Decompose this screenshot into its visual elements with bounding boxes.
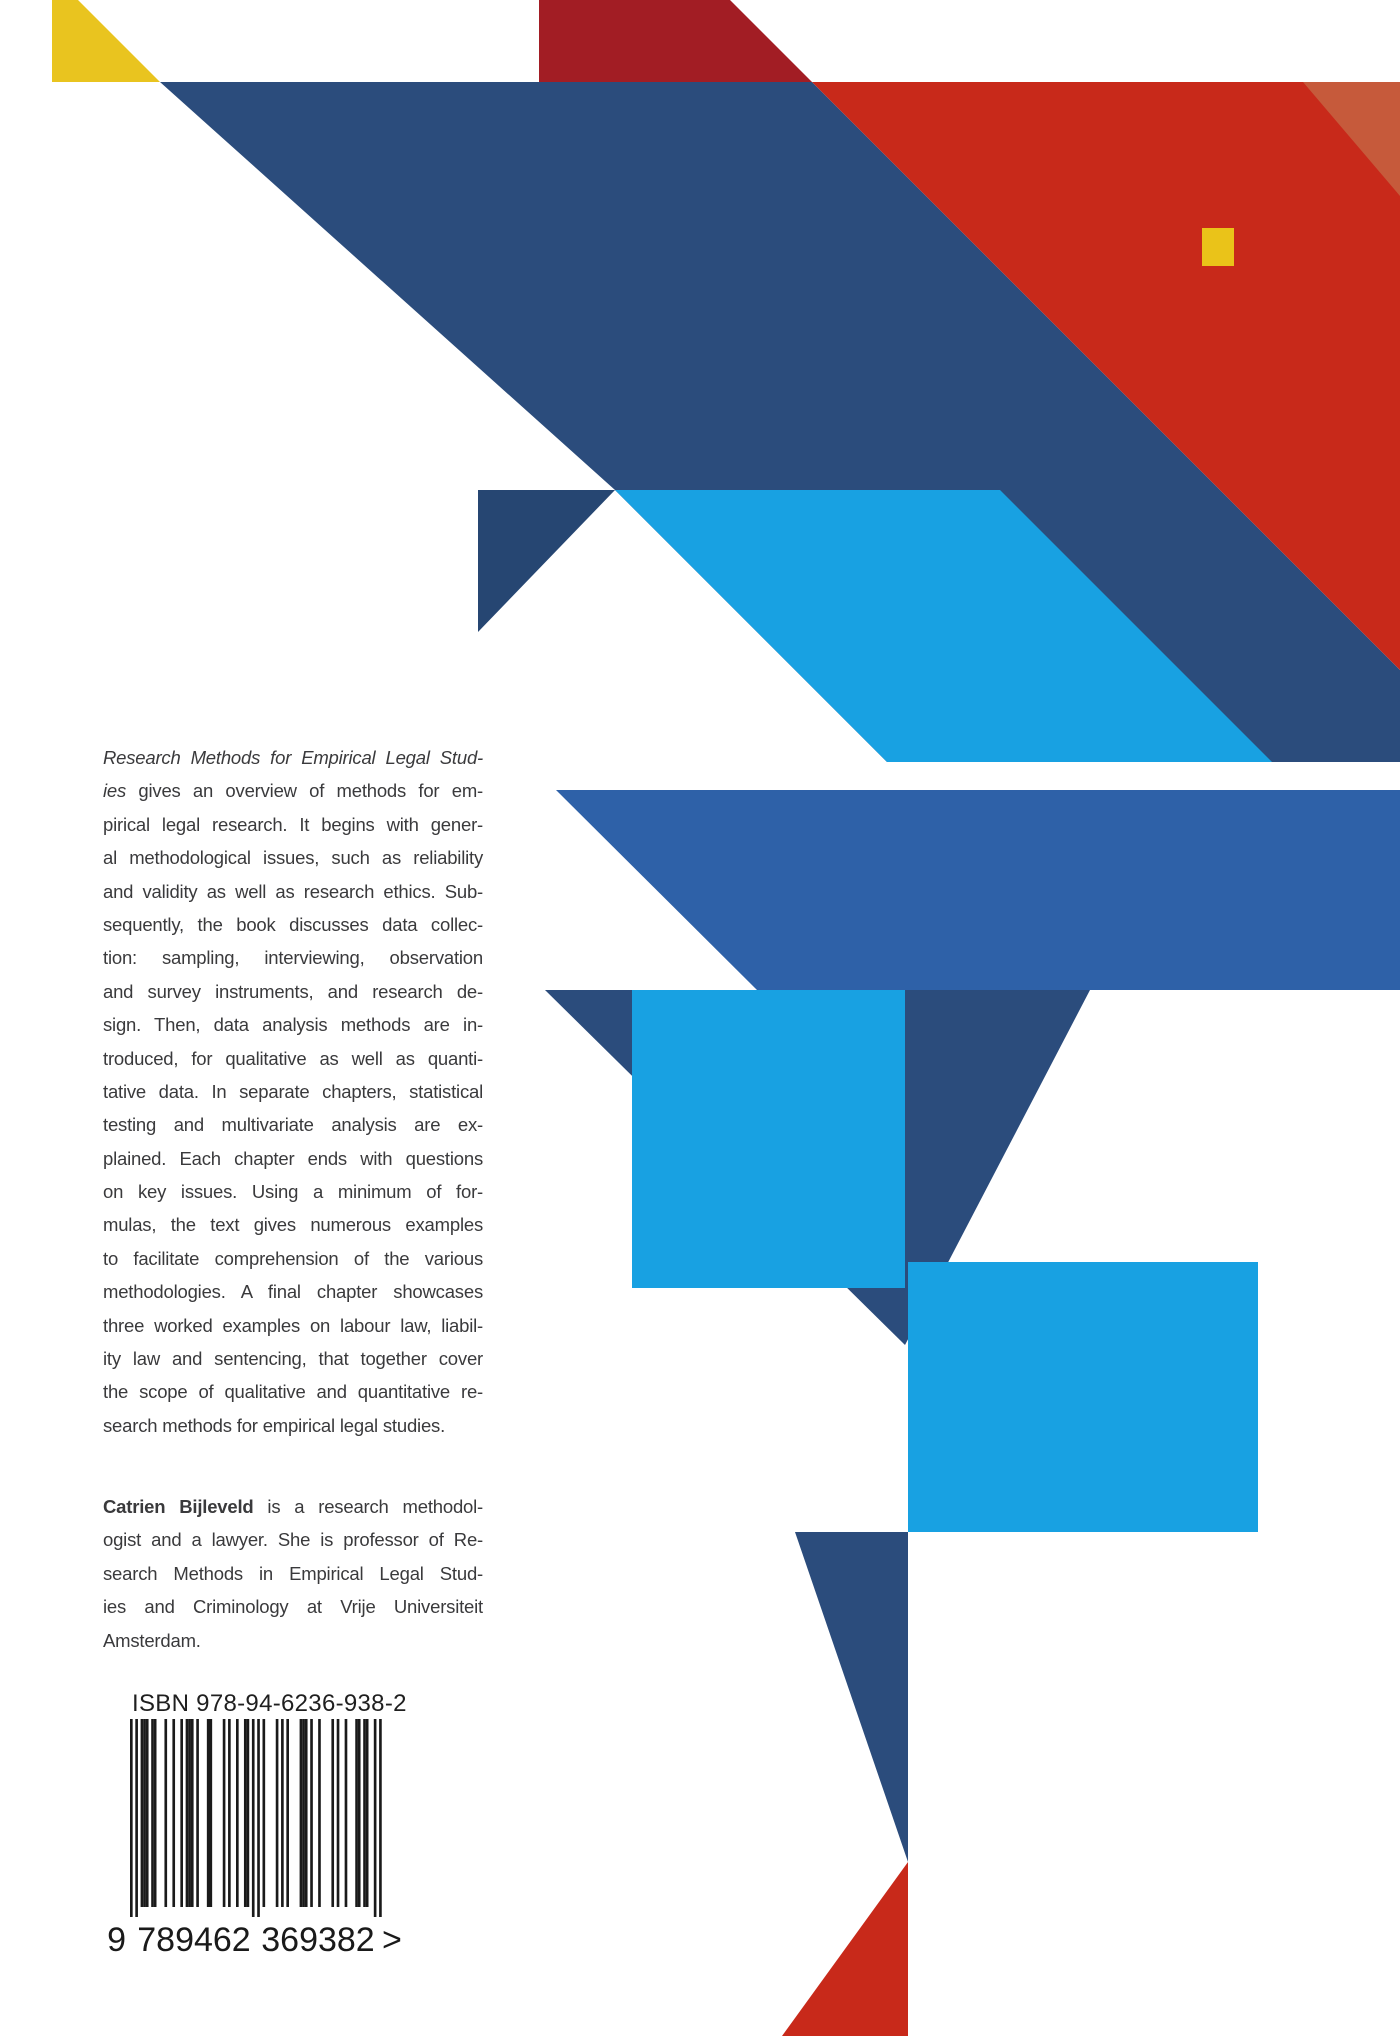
barcode-bar — [164, 1719, 167, 1907]
barcode-bar — [172, 1719, 175, 1907]
barcode-bar — [331, 1719, 334, 1907]
red-corner-bottom — [782, 1862, 908, 2036]
barcode-bar — [310, 1719, 313, 1907]
barcode-bar — [337, 1719, 340, 1907]
barcode-bar — [207, 1719, 210, 1907]
author-bio-paragraph — [103, 1490, 483, 1657]
navy-small-triangle-left — [478, 490, 615, 632]
description-line: pirical legal research. It begins with gener- — [103, 813, 483, 835]
barcode-bar — [146, 1719, 149, 1907]
navy-wedge-bottom — [795, 1532, 908, 1862]
barcode-bar — [191, 1719, 194, 1907]
ean-barcode — [104, 1719, 414, 1959]
description-line: tative data. In separate chapters, statistical — [103, 1080, 483, 1102]
barcode-bar — [302, 1719, 305, 1907]
author-bio-line: Catrien Bijleveld is a research methodol- — [103, 1496, 483, 1517]
description-line: three worked examples on labour law, liabil- — [103, 1314, 483, 1336]
description-line: the scope of qualitative and quantitative re- — [103, 1381, 483, 1403]
description-line: Research Methods for Empirical Legal Stud- — [103, 747, 483, 768]
description-line: plained. Each chapter ends with questions — [103, 1147, 483, 1169]
barcode-bar — [244, 1719, 247, 1907]
author-bio-line: search Methods in Empirical Legal Stud- — [103, 1562, 483, 1584]
author-bio-line: Amsterdam. — [103, 1629, 201, 1651]
barcode-bar — [247, 1719, 250, 1907]
barcode-bar — [263, 1719, 266, 1907]
description-line: mulas, the text gives numerous examples — [103, 1214, 483, 1236]
description-line: sequently, the book discusses data collec- — [103, 913, 483, 935]
barcode-bar — [363, 1719, 366, 1907]
description-line: and validity as well as research ethics. Sub- — [103, 880, 483, 902]
barcode-bar — [379, 1719, 382, 1917]
description-line: tion: sampling, interviewing, observation — [103, 947, 483, 969]
author-bio-line: ies and Criminology at Vrije Universiteit — [103, 1596, 483, 1618]
isbn-label: ISBN 978-94-6236-938-2 — [132, 1690, 407, 1717]
barcode-bar — [151, 1719, 154, 1907]
barcode-bar — [281, 1719, 284, 1907]
barcode-bar — [305, 1719, 308, 1907]
barcode-bar — [154, 1719, 157, 1907]
barcode-bar — [188, 1719, 191, 1907]
barcode-bar — [236, 1719, 239, 1907]
lightblue-square — [632, 990, 905, 1288]
barcode-bar — [228, 1719, 231, 1907]
yellow-small-square — [1202, 228, 1234, 266]
description-line: ies gives an overview of methods for em- — [103, 780, 483, 802]
author-bio-line: ogist and a lawyer. She is professor of Re- — [103, 1529, 483, 1551]
barcode-bar — [143, 1719, 146, 1907]
barcode-bar — [345, 1719, 348, 1907]
barcode-digit-lead: 9 — [107, 1921, 126, 1959]
description-line: and survey instruments, and research de- — [103, 980, 483, 1002]
crimson-triangle-top — [539, 0, 812, 82]
lightblue-rect-lower — [908, 1262, 1258, 1532]
description-line: ity law and sentencing, that together cover — [103, 1348, 483, 1370]
book-description-paragraph — [103, 741, 483, 1442]
barcode-bar — [223, 1719, 226, 1907]
barcode-bar — [318, 1719, 321, 1907]
barcode-digits-group1: 789462 — [137, 1921, 251, 1959]
barcode-bar — [355, 1719, 358, 1907]
barcode-bar — [276, 1719, 279, 1907]
barcode-bar — [186, 1719, 189, 1907]
barcode-bar — [252, 1719, 255, 1917]
barcode-bar — [374, 1719, 377, 1917]
description-line: methodologies. A final chapter showcases — [103, 1281, 483, 1303]
blue-band-parallelogram — [556, 790, 1400, 990]
barcode-bar — [130, 1719, 133, 1917]
description-line: search methods for empirical legal studies. — [103, 1414, 446, 1436]
description-line: to facilitate comprehension of the various — [103, 1247, 483, 1269]
barcode-bar — [286, 1719, 289, 1907]
description-line: on key issues. Using a minimum of for- — [103, 1181, 483, 1203]
barcode-chevron: > — [382, 1921, 402, 1959]
barcode-bar — [210, 1719, 213, 1907]
barcode-bar — [358, 1719, 361, 1907]
barcode-bar — [141, 1719, 144, 1907]
description-line: testing and multivariate analysis are ex- — [103, 1114, 483, 1136]
description-line: sign. Then, data analysis methods are in- — [103, 1014, 483, 1036]
barcode-bar — [366, 1719, 369, 1907]
barcode-bar — [135, 1719, 138, 1917]
barcode-bar — [196, 1719, 199, 1907]
description-line: al methodological issues, such as reliability — [103, 847, 483, 869]
barcode-bar — [180, 1719, 183, 1907]
description-line: troduced, for qualitative as well as quanti- — [103, 1047, 483, 1069]
yellow-corner-top-left — [52, 0, 160, 82]
barcode-bar — [300, 1719, 303, 1907]
barcode-bar — [257, 1719, 260, 1917]
barcode-digits-group2: 369382 — [261, 1921, 375, 1959]
